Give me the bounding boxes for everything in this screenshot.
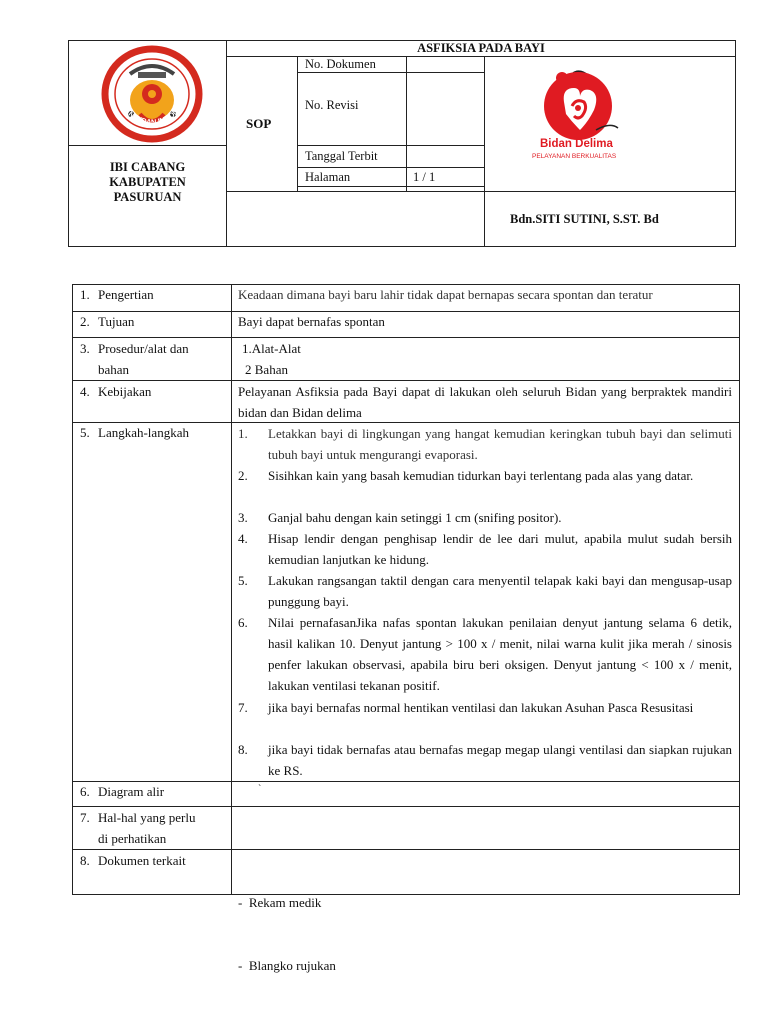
- step-item: [238, 697, 732, 718]
- step-number: 8.: [238, 742, 248, 757]
- row-label: [98, 338, 189, 380]
- row-label: Tujuan: [98, 314, 135, 329]
- step-text: Letakkan bayi di lingkungan yang hangat kemudian keringkan tubuh bayi dan selimuti tubuh bayi untuk mengurangi evaporasi.: [268, 426, 732, 462]
- label-line: Prosedur/alat dan: [98, 341, 189, 356]
- step-text: Hisap lendir dengan penghisap lendir de lee dari mulut, apabila mulut sudah bersih kemudian lanjutkan ke hidung.: [268, 531, 732, 567]
- field-label: No. Revisi: [305, 98, 359, 112]
- org-line: IBI CABANG: [109, 160, 186, 174]
- row-label: [98, 807, 195, 849]
- row-content: [238, 850, 336, 1018]
- step-number: 5.: [238, 573, 248, 588]
- label-line: Hal-hal yang perlu: [98, 810, 196, 825]
- row-label: Dokumen terkait: [98, 853, 186, 868]
- step-number: 7.: [238, 700, 248, 715]
- org-line: PASURUAN: [113, 190, 182, 204]
- document-title: ASFIKSIA PADA BAYI: [417, 41, 545, 55]
- step-text: Nilai pernafasanJika nafas spontan lakukan penilaian denyut jantung selama 6 detik, hasil kalikan 10. Denyut jantung > 100 x / menit, nilai warna kulit jika merah / sinosis penfer lakukan observasi, apabila biru beri oksigen. Denyut jantung < 100 x / menit, lakukan ventilasi tekanan positif.: [268, 615, 732, 693]
- brand-name: Bidan Delima: [540, 138, 613, 150]
- step-item: [238, 612, 732, 696]
- row-content: `: [258, 784, 262, 795]
- sop-label: SOP: [246, 116, 272, 131]
- step-item: [238, 423, 732, 465]
- field-label: No. Dokumen: [305, 57, 376, 71]
- row-number: 4.: [80, 384, 90, 399]
- step-text: Ganjal bahu dengan kain setinggi 1 cm (snifing positor).: [268, 510, 562, 525]
- field-label: Tanggal Terbit: [305, 149, 378, 163]
- brand-tagline: PELAYANAN BERKUALITAS: [532, 153, 617, 160]
- step-number: 1.: [238, 426, 248, 441]
- row-number: 1.: [80, 287, 90, 302]
- step-item: [238, 528, 732, 570]
- list-item: - Rekam medik: [238, 895, 322, 910]
- row-label: Diagram alir: [98, 784, 165, 799]
- svg-text:IKATAN BIDAN INDONESIA: ATAN BIDAN INDONES: [118, 99, 186, 127]
- row-content: Keadaan dimana bayi baru lahir tidak dapat bernapas secara spontan dan teratur: [238, 287, 653, 302]
- label-line: bahan: [98, 362, 130, 377]
- signer-name: Bdn.SITI SUTINI, S.ST. Bd: [510, 212, 659, 226]
- step-item: [238, 465, 732, 486]
- row-label: Pengertian: [98, 287, 154, 302]
- step-text: Lakukan rangsangan taktil dengan cara menyentil telapak kaki bayi dan mengusap-usap punggung bayi.: [268, 573, 732, 609]
- step-item: [238, 507, 732, 528]
- step-text: jika bayi tidak bernafas atau bernafas megap megap ulangi ventilasi dan siapkan rujukan ke RS.: [268, 742, 732, 778]
- organization-name: [69, 160, 226, 205]
- field-label: Halaman: [305, 170, 351, 184]
- bidan-delima-logo: [532, 66, 628, 166]
- step-text: jika bayi bernafas normal hentikan ventilasi dan lakukan Asuhan Pasca Resusitasi: [268, 700, 694, 715]
- row-number: 7.: [80, 810, 90, 825]
- row-number: 3.: [80, 341, 90, 356]
- row-number: 6.: [80, 784, 90, 799]
- row-number: 2.: [80, 314, 90, 329]
- row-content: Pelayanan Asfiksia pada Bayi dapat di lakukan oleh seluruh Bidan yang berpraktek mandiri bidan dan Bidan delima: [238, 384, 732, 420]
- org-line: KABUPATEN: [109, 175, 186, 189]
- ibi-logo: [100, 44, 204, 144]
- row-number: 8.: [80, 853, 90, 868]
- step-number: 6.: [238, 615, 248, 630]
- row-label: Kebijakan: [98, 384, 152, 399]
- list-item: - Blangko rujukan: [238, 958, 336, 973]
- row-content: Bayi dapat bernafas spontan: [238, 314, 385, 329]
- content-line: 1.Alat-Alat: [242, 341, 301, 356]
- step-number: 2.: [238, 468, 248, 483]
- step-text: Sisihkan kain yang basah kemudian tidurkan bayi terlentang pada alas yang datar.: [268, 468, 694, 483]
- step-number: 3.: [238, 510, 248, 525]
- step-number: 4.: [238, 531, 248, 546]
- label-line: di perhatikan: [98, 831, 167, 846]
- step-item: [238, 570, 732, 612]
- row-content: [242, 338, 301, 380]
- content-line: 2 Bahan: [245, 362, 288, 377]
- field-value: 1 / 1: [413, 170, 436, 184]
- step-item: [238, 739, 732, 781]
- row-label: Langkah-langkah: [98, 425, 189, 440]
- row-number: 5.: [80, 425, 90, 440]
